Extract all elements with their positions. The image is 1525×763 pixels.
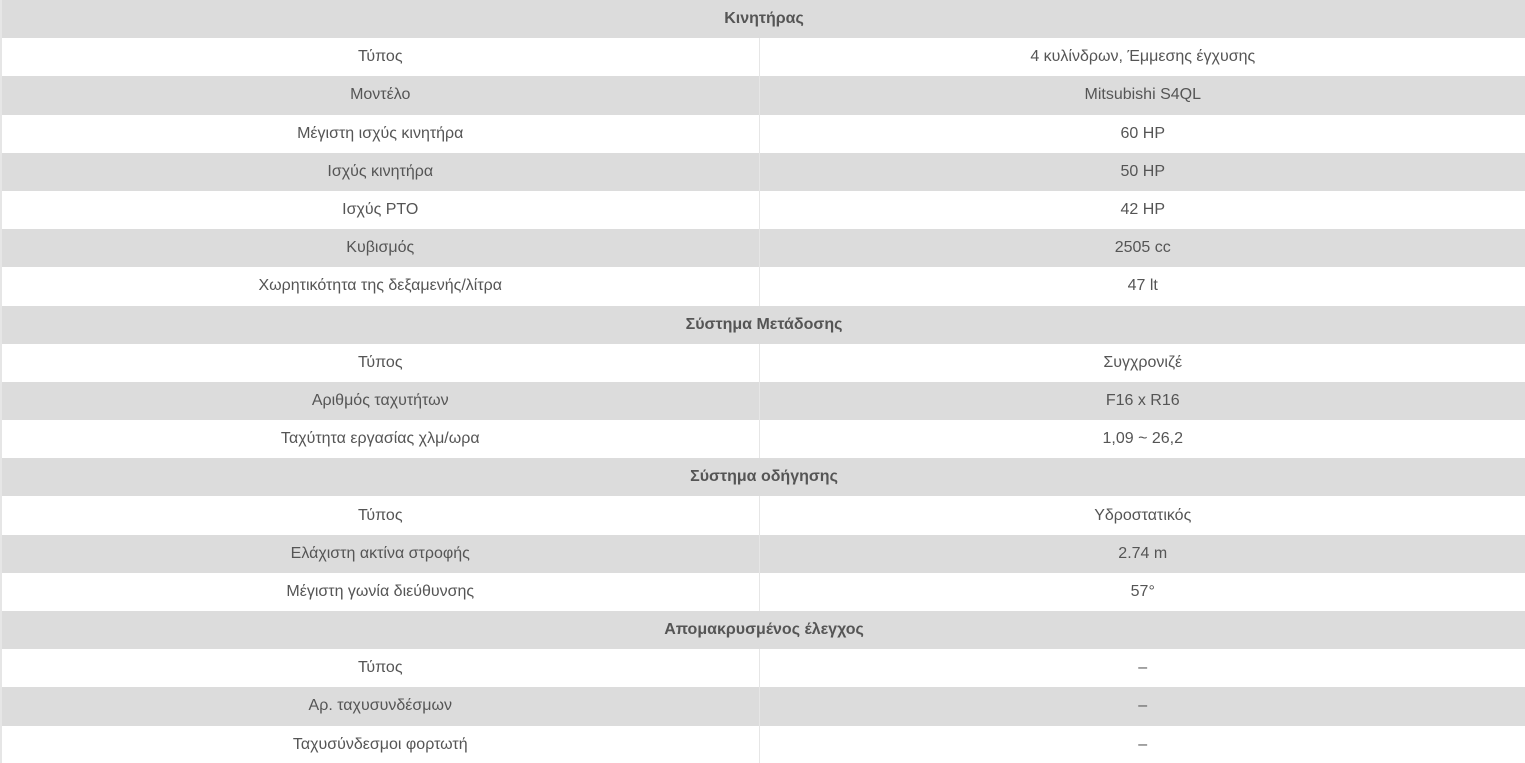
spec-value: Mitsubishi S4QL bbox=[759, 76, 1525, 114]
section-header-row bbox=[1, 611, 1525, 649]
spec-value: Υδροστατικός bbox=[759, 496, 1525, 534]
spec-row bbox=[1, 267, 1525, 305]
spec-value: – bbox=[759, 687, 1525, 725]
spec-row bbox=[1, 38, 1525, 76]
spec-value: 2505 cc bbox=[759, 229, 1525, 267]
spec-label: Τύπος bbox=[1, 649, 759, 687]
spec-label: Ισχύς κινητήρα bbox=[1, 153, 759, 191]
spec-row bbox=[1, 420, 1525, 458]
spec-label: Μέγιστη γωνία διεύθυνσης bbox=[1, 573, 759, 611]
spec-value: 1,09 ~ 26,2 bbox=[759, 420, 1525, 458]
spec-label: Τύπος bbox=[1, 496, 759, 534]
spec-value: F16 x R16 bbox=[759, 382, 1525, 420]
spec-row bbox=[1, 229, 1525, 267]
spec-value: 2.74 m bbox=[759, 535, 1525, 573]
spec-label: Μέγιστη ισχύς κινητήρα bbox=[1, 115, 759, 153]
spec-row bbox=[1, 382, 1525, 420]
spec-row bbox=[1, 115, 1525, 153]
spec-label: Κυβισμός bbox=[1, 229, 759, 267]
section-title: Σύστημα Μετάδοσης bbox=[1, 306, 1525, 344]
spec-label: Μοντέλο bbox=[1, 76, 759, 114]
spec-label: Αρ. ταχυσυνδέσμων bbox=[1, 687, 759, 725]
spec-label: Ταχυσύνδεσμοι φορτωτή bbox=[1, 726, 759, 763]
spec-label: Τύπος bbox=[1, 38, 759, 76]
section-header-row bbox=[1, 0, 1525, 38]
section-header-row bbox=[1, 458, 1525, 496]
spec-row bbox=[1, 496, 1525, 534]
spec-row bbox=[1, 153, 1525, 191]
spec-row bbox=[1, 344, 1525, 382]
spec-value: – bbox=[759, 649, 1525, 687]
spec-row bbox=[1, 535, 1525, 573]
spec-label: Ελάχιστη ακτίνα στροφής bbox=[1, 535, 759, 573]
spec-value: Συγχρονιζέ bbox=[759, 344, 1525, 382]
spec-label: Ταχύτητα εργασίας χλμ/ωρα bbox=[1, 420, 759, 458]
spec-value: 4 κυλίνδρων, Έμμεσης έγχυσης bbox=[759, 38, 1525, 76]
section-title: Απομακρυσμένος έλεγχος bbox=[1, 611, 1525, 649]
section-header-row bbox=[1, 306, 1525, 344]
specifications-table-body bbox=[1, 0, 1525, 763]
spec-value: 47 lt bbox=[759, 267, 1525, 305]
spec-row bbox=[1, 191, 1525, 229]
section-title: Σύστημα οδήγησης bbox=[1, 458, 1525, 496]
spec-value: 60 HP bbox=[759, 115, 1525, 153]
spec-value: 42 HP bbox=[759, 191, 1525, 229]
section-title: Κινητήρας bbox=[1, 0, 1525, 38]
spec-row bbox=[1, 687, 1525, 725]
spec-row bbox=[1, 573, 1525, 611]
spec-label: Χωρητικότητα της δεξαμενής/λίτρα bbox=[1, 267, 759, 305]
spec-row bbox=[1, 726, 1525, 763]
spec-label: Ισχύς PTO bbox=[1, 191, 759, 229]
spec-label: Τύπος bbox=[1, 344, 759, 382]
spec-row bbox=[1, 649, 1525, 687]
spec-value: – bbox=[759, 726, 1525, 763]
spec-row bbox=[1, 76, 1525, 114]
spec-value: 57° bbox=[759, 573, 1525, 611]
spec-label: Αριθμός ταχυτήτων bbox=[1, 382, 759, 420]
spec-value: 50 HP bbox=[759, 153, 1525, 191]
